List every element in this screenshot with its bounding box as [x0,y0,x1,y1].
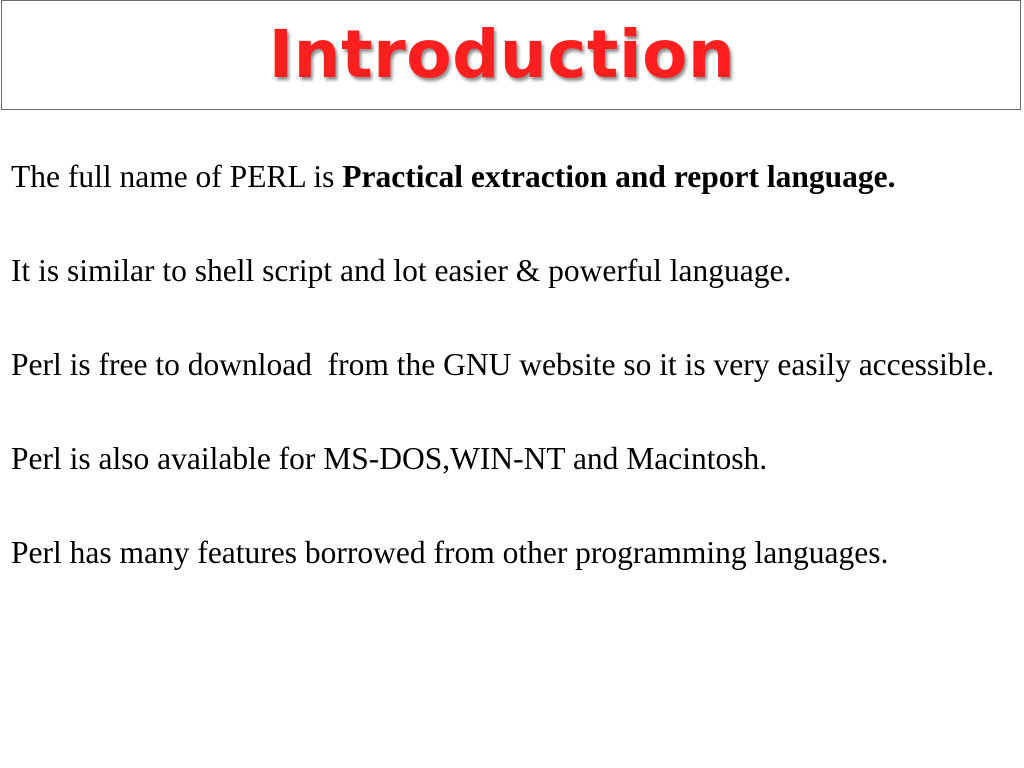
paragraph-full-name [11,153,1011,200]
paragraph-features: Perl has many features borrowed from other programming languages. [11,535,889,570]
perl-expansion-text: Practical extraction and report language. [342,159,896,194]
paragraph-full-name-text: The full name of PERL is [11,159,343,194]
paragraph-platforms: Perl is also available for MS-DOS,WIN-NT and Macintosh. [11,441,768,476]
slide-body [11,153,1011,576]
title-box [1,0,1021,110]
paragraph-shell-script: It is similar to shell script and lot easier & powerful language. [11,253,792,288]
paragraph-free-download: Perl is free to download from the GNU website so it is very easily accessible. [11,347,995,382]
slide-title: Introduction [268,16,736,93]
